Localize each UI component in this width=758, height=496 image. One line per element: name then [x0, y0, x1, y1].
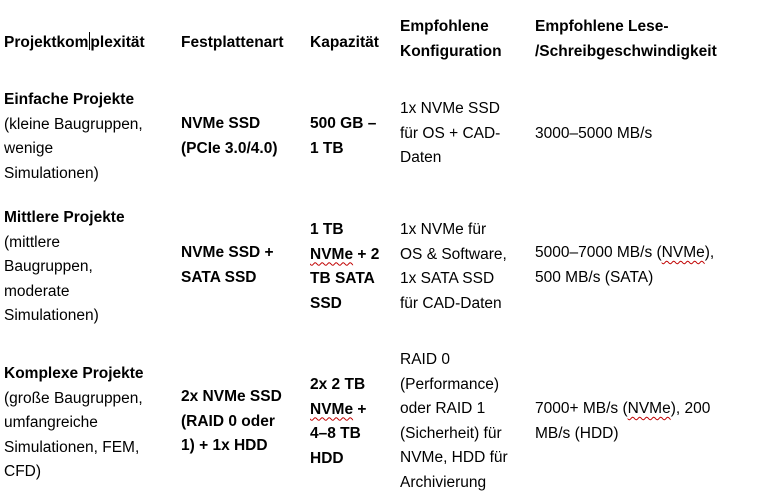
capacity-line: 2x 2 TB	[310, 376, 366, 393]
header-line-2: Konfiguration	[400, 42, 502, 60]
config-line: oder RAID 1	[400, 400, 486, 417]
capacity-line: 1 TB	[310, 221, 344, 238]
row-desc-line: Simulationen)	[4, 164, 99, 182]
row-simple-capacity	[310, 112, 398, 161]
header-text-part2: plexität	[90, 34, 145, 51]
row-simple-config	[400, 97, 530, 171]
header-recommended-speed	[535, 15, 757, 64]
capacity-line: 500 GB –	[310, 115, 377, 132]
header-line-2: /Schreibgeschwindigkeit	[535, 42, 717, 60]
config-line: Daten	[400, 149, 442, 166]
spellcheck-word: NVMe	[310, 400, 354, 418]
config-line: für CAD-Daten	[400, 294, 502, 312]
row-complex-project-cell	[4, 362, 176, 485]
spellcheck-word: NVMe	[661, 244, 705, 261]
disk-line: 2x NVMe SSD	[181, 388, 282, 405]
row-complex-speed	[535, 397, 757, 446]
spellcheck-word: NVMe	[310, 245, 354, 263]
header-project-complexity	[4, 31, 176, 56]
row-medium-speed	[535, 241, 757, 290]
row-medium-config	[400, 218, 530, 316]
config-line: OS & Software,	[400, 245, 507, 263]
config-line: (Sicherheit) für	[400, 424, 502, 442]
capacity-line: SSD	[310, 294, 342, 312]
row-desc-line: (mittlere	[4, 233, 60, 251]
disk-line: SATA SSD	[181, 268, 257, 286]
header-line-1: Empfohlene Lese-	[535, 18, 669, 35]
speed-line: MB/s (HDD)	[535, 424, 619, 442]
config-line: 1x SATA SSD	[400, 270, 495, 287]
row-desc-line: moderate	[4, 282, 70, 300]
capacity-line: 1 TB	[310, 139, 344, 157]
speed-text: 7000+ MB/s (	[535, 400, 628, 417]
config-line: 1x NVMe für	[400, 221, 487, 238]
speed-line	[535, 397, 757, 422]
row-medium-disk-type	[181, 241, 307, 290]
speed-line: 500 MB/s (SATA)	[535, 268, 654, 286]
row-medium-capacity	[310, 218, 398, 316]
config-line: für OS + CAD-	[400, 124, 501, 142]
header-capacity: Kapazität	[310, 34, 379, 51]
header-recommended-config	[400, 15, 530, 64]
row-desc-line: (kleine Baugruppen,	[4, 115, 143, 133]
row-simple-disk-type	[181, 112, 307, 161]
row-desc-line: Simulationen)	[4, 307, 99, 324]
disk-line: (PCIe 3.0/4.0)	[181, 139, 278, 157]
speed-line: 3000–5000 MB/s	[535, 125, 653, 142]
row-complex-capacity	[310, 373, 398, 471]
header-text-part1: Projektkom	[4, 34, 89, 51]
speed-text: ),	[704, 244, 715, 261]
row-medium-project-cell	[4, 206, 176, 329]
header-disk-type: Festplattenart	[181, 34, 284, 51]
speed-text: 5000–7000 MB/s (	[535, 244, 662, 261]
row-desc-line: CFD)	[4, 463, 42, 480]
config-line: Archivierung	[400, 473, 487, 491]
capacity-line: TB SATA	[310, 270, 375, 287]
header-line-1: Empfohlene	[400, 18, 489, 35]
row-desc-line: (große Baugruppen,	[4, 389, 143, 407]
row-desc-line: Simulationen, FEM,	[4, 438, 140, 456]
row-desc-line: wenige	[4, 140, 54, 157]
capacity-line: HDD	[310, 449, 344, 467]
config-line: 1x NVMe SSD	[400, 100, 500, 117]
disk-line: NVMe SSD +	[181, 244, 274, 261]
row-complex-disk-type	[181, 385, 307, 459]
capacity-line: 4–8 TB	[310, 425, 361, 442]
capacity-line: NVMe +	[310, 400, 367, 418]
capacity-line: NVMe + 2	[310, 245, 380, 263]
disk-line: NVMe SSD	[181, 115, 261, 132]
spellcheck-word: NVMe	[627, 400, 671, 417]
row-title: Mittlere Projekte	[4, 209, 125, 226]
row-simple-speed	[535, 122, 757, 147]
config-line: (Performance)	[400, 375, 500, 393]
config-line: NVMe, HDD für	[400, 449, 508, 466]
row-title: Komplexe Projekte	[4, 365, 144, 382]
config-line: RAID 0	[400, 351, 450, 368]
row-complex-config	[400, 348, 530, 495]
row-desc-line: umfangreiche	[4, 414, 98, 431]
row-simple-project-cell	[4, 88, 176, 186]
row-title: Einfache Projekte	[4, 91, 135, 108]
row-desc-line: Baugruppen,	[4, 258, 93, 275]
disk-line: 1) + 1x HDD	[181, 437, 268, 454]
speed-text: ), 200	[670, 400, 711, 417]
speed-line	[535, 241, 757, 266]
disk-line: (RAID 0 oder	[181, 412, 275, 430]
